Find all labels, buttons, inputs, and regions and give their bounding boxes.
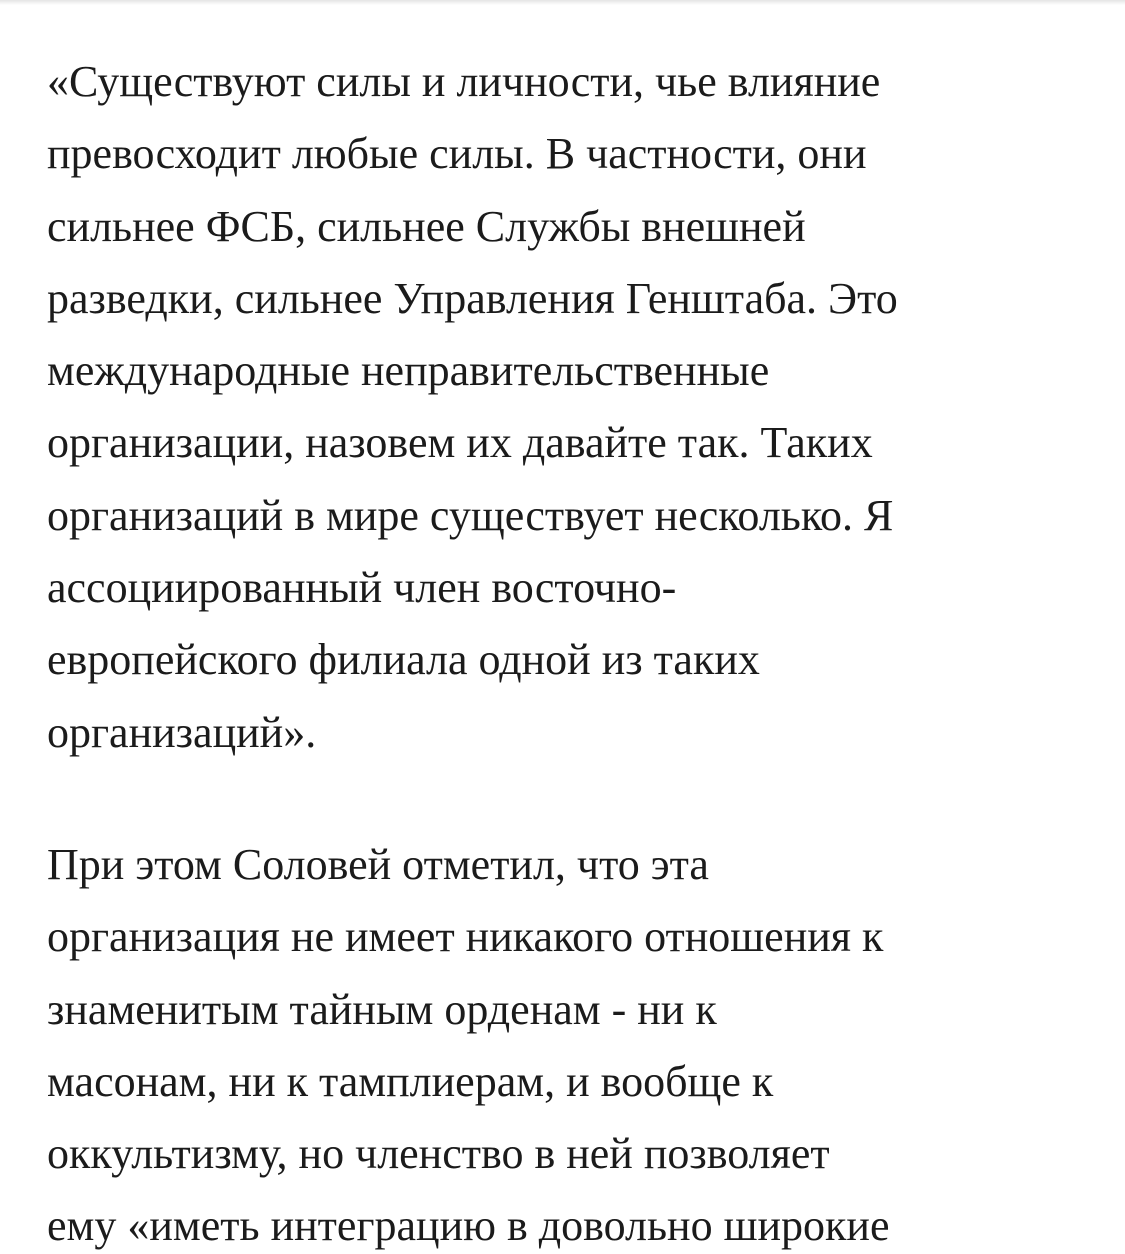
text-line: ассоциированный член восточно-: [47, 563, 677, 613]
text-line: организаций».: [47, 707, 317, 757]
text-line: международные неправительственные: [47, 346, 770, 396]
top-divider: [0, 0, 1125, 5]
text-line: европейского филиала одной из таких: [47, 635, 760, 685]
text-line: сильнее ФСБ, сильнее Службы внешней: [47, 201, 806, 251]
text-line: ему «иметь интеграцию в довольно широкие: [47, 1201, 890, 1251]
text-line: организаций в мире существует несколько. Я: [47, 490, 894, 540]
text-line: организация не имеет никакого отношения к: [47, 912, 884, 962]
text-line: «Существуют силы и личности, чье влияние: [47, 57, 881, 106]
paragraph-spacer: [47, 769, 1097, 829]
quote-paragraph: [47, 46, 1097, 769]
text-line: организации, назовем их давайте так. Таких: [47, 418, 873, 468]
text-line: При этом Соловей отметил, что эта: [47, 839, 709, 889]
article-text: [47, 46, 1097, 1254]
body-paragraph: [47, 829, 1097, 1254]
text-line: превосходит любые силы. В частности, они: [47, 129, 867, 179]
text-line: масонам, ни к тамплиерам, и вообще к: [47, 1056, 774, 1106]
text-line: разведки, сильнее Управления Генштаба. Это: [47, 273, 898, 323]
text-line: знаменитым тайным орденам - ни к: [47, 984, 717, 1034]
text-line: оккультизму, но членство в ней позволяет: [47, 1129, 830, 1179]
